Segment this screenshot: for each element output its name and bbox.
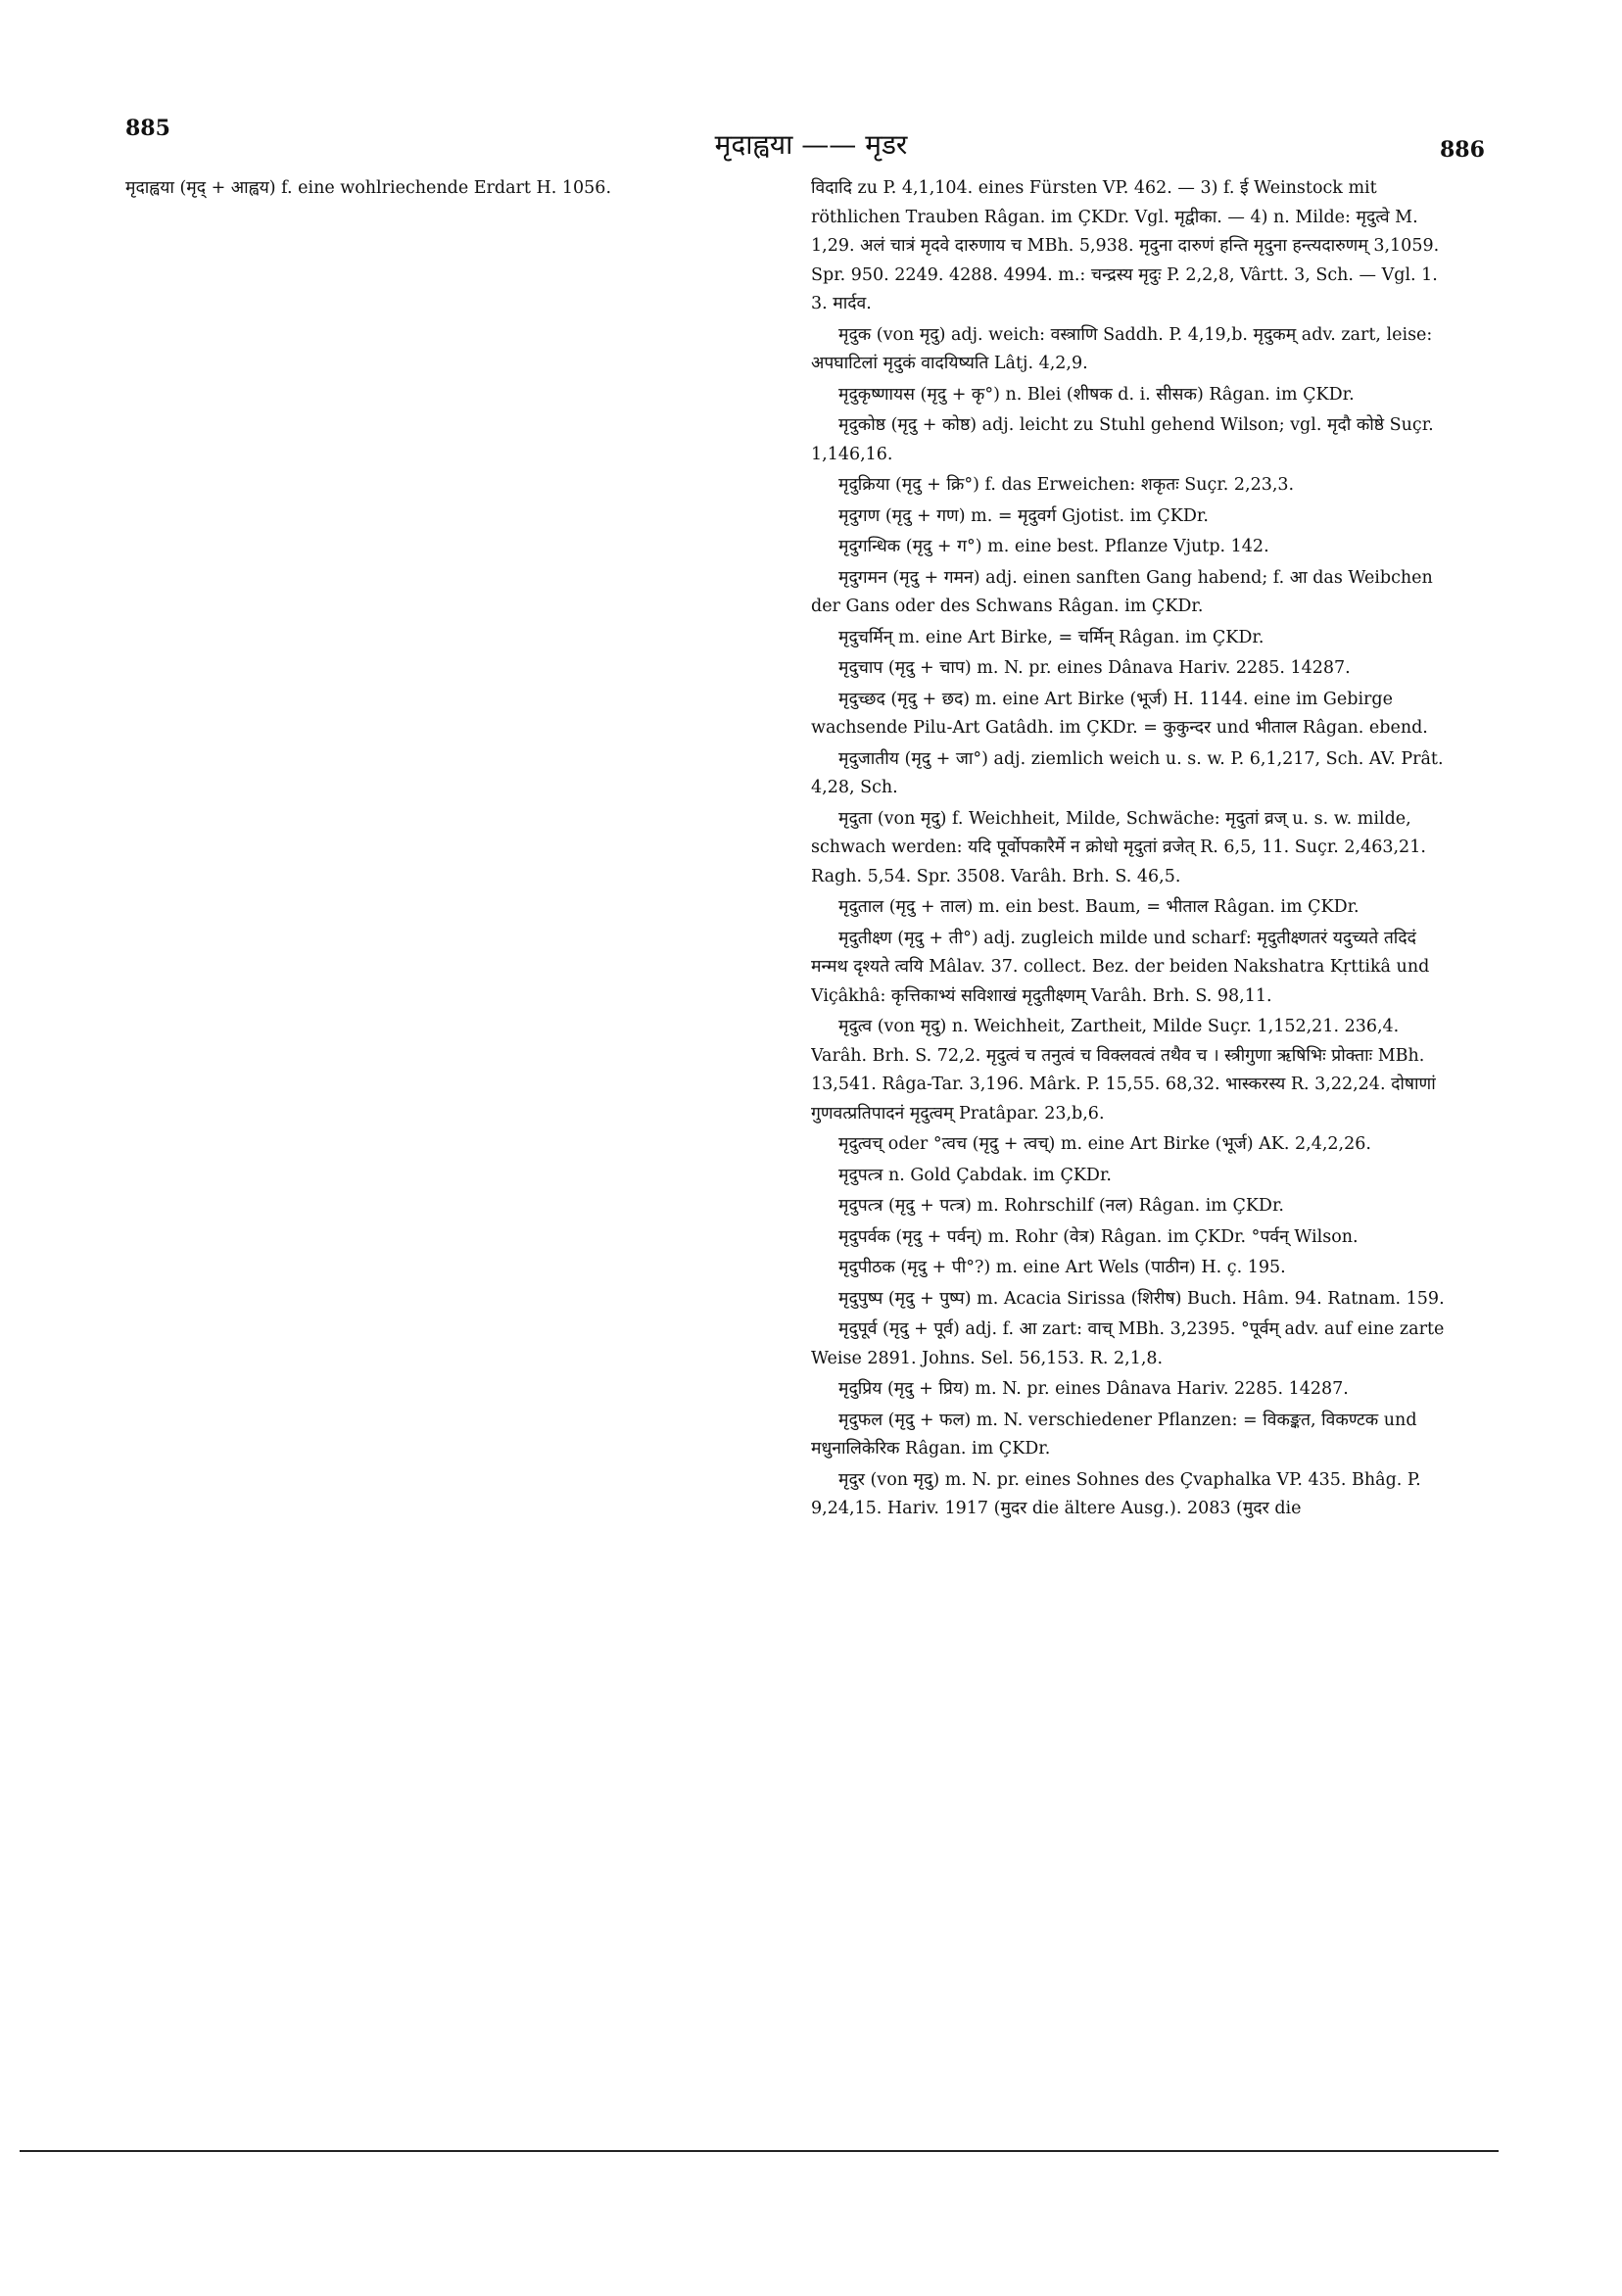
dictionary-entry: मृदुपत्त्र (मृदु + पत्त्र) m. Rohrschilf (नल) Râgan. im ÇKDr. xyxy=(838,1196,1284,1216)
dictionary-entry: मृदुपत्त्र n. Gold Çabdak. im ÇKDr. xyxy=(838,1165,1112,1185)
dictionary-entry: मृदुर (von मृदु) m. N. pr. eines Sohnes des Çvaphalka VP. 435. Bhâg. P. 9,24,15. Hariv. 1917 (मुदर die ältere Ausg.). 2083 (मुदर die xyxy=(811,1469,1421,1518)
dictionary-entry: मृदुकोष्ठ (मृदु + कोष्ठ) adj. leicht zu Stuhl gehend Wilson; vgl. मृदौ कोष्ठे Suçr. 1,146,16. xyxy=(811,415,1434,464)
dictionary-entry: मृदुच्छद (मृदु + छद) m. eine Art Birke (भूर्ज) H. 1144. eine im Gebirge wachsende Pilu-Art Gatâdh. im ÇKDr. = कुकुन्दर und भीताल Râgan. ebend. xyxy=(811,689,1428,738)
dictionary-entry: मृदुतीक्ष्ण (मृदु + ती°) adj. zugleich milde und scharf: मृदुतीक्ष्णतरं यदुच्यते तदिदं मन्मथ दृश्यते त्वयि Mâlav. 37. collect. Bez. der beiden Nakshatra Kṛttikâ und Viçâkhâ: कृत्तिकाभ्यं सविशाखं मृदुतीक्ष्णम् Varâh. Brh. S. 98,11. xyxy=(811,928,1430,1006)
dictionary-entry: मृदुताल (मृदु + ताल) m. ein best. Baum, = भीताल Râgan. im ÇKDr. xyxy=(838,897,1360,917)
dictionary-entry: मृदुक्रिया (मृदु + क्रि°) f. das Erweichen: शकृतः Suçr. 2,23,3. xyxy=(838,475,1295,495)
bottom-rule xyxy=(20,2150,1499,2152)
dictionary-entry: मृदुगन्धिक (मृदु + ग°) m. eine best. Pflanze Vjutp. 142. xyxy=(838,537,1269,556)
dictionary-entry: मृदुगण (मृदु + गण) m. = मृदुवर्ग Gjotist. im ÇKDr. xyxy=(838,505,1209,526)
right-column xyxy=(811,174,1457,2133)
dictionary-entry: मृदुपुष्प (मृदु + पुष्प) m. Acacia Sirissa (शिरीष) Buch. Hâm. 94. Ratnam. 159. xyxy=(838,1288,1445,1309)
dictionary-entry: मृदुचाप (मृदु + चाप) m. N. pr. eines Dânava Hariv. 2285. 14287. xyxy=(838,658,1351,678)
dictionary-entry: मृदुचर्मिन् m. eine Art Birke, = चर्मिन् Râgan. im ÇKDr. xyxy=(838,627,1264,647)
dictionary-entry: मृदुपर्वक (मृदु + पर्वन्) m. Rohr (वेत्र) Râgan. im ÇKDr. °पर्वन् Wilson. xyxy=(838,1226,1359,1247)
dictionary-entry: मृदुत्वच् oder °त्वच (मृदु + त्वच्) m. eine Art Birke (भूर्ज) AK. 2,4,2,26. xyxy=(838,1134,1371,1154)
dictionary-entry: मृदुजातीय (मृदु + जा°) adj. ziemlich weich u. s. w. P. 6,1,217, Sch. AV. Prât. 4,28, Sch. xyxy=(811,748,1444,797)
running-headword: मृदाह्वया —— मृडर xyxy=(714,128,908,161)
dictionary-entry: मृदुत्व (von मृदु) n. Weichheit, Zartheit, Milde Suçr. 1,152,21. 236,4. Varâh. Brh. S. 72,2. मृदुत्वं च तनुत्वं च विक्लवत्वं तथैव च । स्त्रीगुणा ऋषिभिः प्रोक्ताः MBh. 13,541. Râga-Tar. 3,196. Mârk. P. 15,55. 68,32. भास्करस्य R. 3,22,24. दोषाणां गुणवत्प्रतिपादनं मृदुत्वम् Pratâpar. 23,b,6. xyxy=(811,1017,1436,1124)
dictionary-entry: मृदुप्रिय (मृदु + प्रिय) m. N. pr. eines Dânava Hariv. 2285. 14287. xyxy=(838,1379,1349,1399)
dictionary-entry: विदादि zu P. 4,1,104. eines Fürsten VP. 462. — 3) f. ई Weinstock mit röthlichen Trauben Râgan. im ÇKDr. Vgl. मृद्वीका. — 4) n. Milde: मृदुत्वे M. 1,29. अलं चात्रं मृदवे दारुणाय च MBh. 5,938. मृदुना दारुणं हन्ति मृदुना हन्त्यदारुणम् 3,1059. Spr. 950. 2249. 4288. 4994. m.: चन्द्रस्य मृदुः P. 2,2,8, Vârtt. 3, Sch. — Vgl. 1. 3. मार्दव. xyxy=(811,178,1440,313)
dictionary-entry: मृदुक (von मृदु) adj. weich: वस्त्राणि Saddh. P. 4,19,b. मृदुकम् adv. zart, leise: अपघाटिलां मृदुकं वादयिष्यति Lâtj. 4,2,9. xyxy=(811,324,1433,373)
page-number-right: 886 xyxy=(1440,137,1485,163)
dictionary-entry: मृदुपीठक (मृदु + पी°?) m. eine Art Wels (पाठीन) H. ç. 195. xyxy=(838,1258,1286,1277)
dictionary-entry: मृदुफल (मृदु + फल) m. N. verschiedener Pflanzen: = विकङ्कत, विकण्टक und मधुनालिकेरिक Râgan. im ÇKDr. xyxy=(811,1410,1417,1459)
dictionary-entry: मृदुता (von मृदु) f. Weichheit, Milde, Schwäche: मृदुतां व्रज् u. s. w. milde, schwach werden: यदि पूर्वोपकारैर्मे न क्रोधो मृदुतां व्रजेत् R. 6,5, 11. Suçr. 2,463,21. Ragh. 5,54. Spr. 3508. Varâh. Brh. S. 46,5. xyxy=(811,808,1426,886)
dictionary-entry: मृदुगमन (मृदु + गमन) adj. einen sanften Gang habend; f. आ das Weibchen der Gans oder des Schwans Râgan. im ÇKDr. xyxy=(811,567,1433,616)
dictionary-entry: मृदुकृष्णायस (मृदु + कृ°) n. Blei (शीषक d. i. सीसक) Râgan. im ÇKDr. xyxy=(838,384,1355,405)
left-column xyxy=(125,174,772,2133)
page-number-left: 885 xyxy=(125,116,170,141)
dictionary-entry: मृदुपूर्व (मृदु + पूर्व) adj. f. आ zart: वाच् MBh. 3,2395. °पूर्वम् adv. auf eine zarte Weise 2891. Johns. Sel. 56,153. R. 2,1,8. xyxy=(811,1319,1445,1368)
dictionary-entry: मृदाह्वया (मृद् + आह्वय) f. eine wohlriechende Erdart H. 1056. xyxy=(125,178,612,198)
